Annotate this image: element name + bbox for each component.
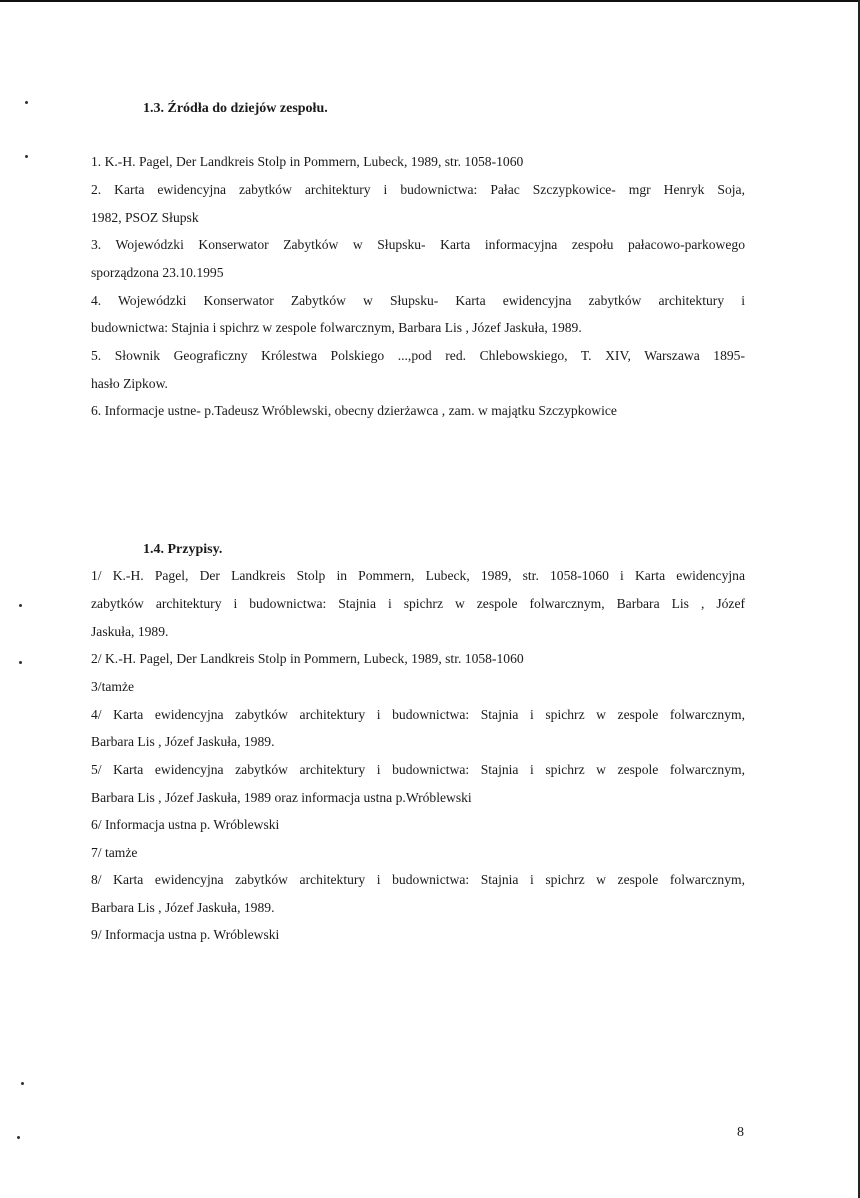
scan-speck [21, 1082, 24, 1085]
source-line: 2. Karta ewidencyjna zabytków architektury i budownictwa: Pałac Szczypkowice- mgr Henryk Soja, [91, 182, 745, 197]
scan-speck [19, 604, 22, 607]
source-line: 4. Wojewódzki Konserwator Zabytków w Słupsku- Karta ewidencyjna zabytków architektury i [91, 293, 745, 308]
source-line: 1. K.-H. Pagel, Der Landkreis Stolp in Pommern, Lubeck, 1989, str. 1058-1060 [91, 154, 524, 169]
source-line: 3. Wojewódzki Konserwator Zabytków w Słupsku- Karta informacyjna zespołu pałacowo-parkowego [91, 237, 745, 252]
footnote-line: 3/tamże [91, 679, 135, 694]
source-line: 5. Słownik Geograficzny Królestwa Polskiego ...,pod red. Chlebowskiego, T. XIV, Warszawa 1895- [91, 348, 745, 363]
footnote-line: zabytków architektury i budownictwa: Stajnia i spichrz w zespole folwarcznym, Barbara Lis , Józef [91, 596, 745, 611]
source-line: budownictwa: Stajnia i spichrz w zespole folwarcznym, Barbara Lis , Józef Jaskuła, 1989. [91, 320, 582, 335]
section-heading-footnotes: 1.4. Przypisy. [143, 542, 223, 557]
footnote-line: 2/ K.-H. Pagel, Der Landkreis Stolp in Pommern, Lubeck, 1989, str. 1058-1060 [91, 651, 524, 666]
source-line: 6. Informacje ustne- p.Tadeusz Wróblewski, obecny dzierżawca , zam. w majątku Szczypkowice [91, 403, 617, 418]
footnote-line: 8/ Karta ewidencyjna zabytków architektury i budownictwa: Stajnia i spichrz w zespole folwarcznym, [91, 872, 745, 887]
footnote-line: Barbara Lis , Józef Jaskuła, 1989. [91, 900, 275, 915]
footnote-line: 4/ Karta ewidencyjna zabytków architektury i budownictwa: Stajnia i spichrz w zespole folwarcznym, [91, 707, 745, 722]
source-line: sporządzona 23.10.1995 [91, 265, 224, 280]
footnote-line: 9/ Informacja ustna p. Wróblewski [91, 927, 280, 942]
section-heading-sources: 1.3. Źródła do dziejów zespołu. [143, 101, 328, 116]
page-number: 8 [737, 1125, 744, 1140]
footnote-line: Barbara Lis , Józef Jaskuła, 1989 oraz informacja ustna p.Wróblewski [91, 790, 472, 805]
source-line: hasło Zipkow. [91, 376, 168, 391]
source-line: 1982, PSOZ Słupsk [91, 210, 199, 225]
scan-speck [25, 101, 28, 104]
scan-top-border [0, 0, 860, 2]
footnote-line: 1/ K.-H. Pagel, Der Landkreis Stolp in Pommern, Lubeck, 1989, str. 1058-1060 i Karta ewidencyjna [91, 568, 745, 583]
footnote-line: Jaskuła, 1989. [91, 624, 169, 639]
scan-speck [25, 155, 28, 158]
footnote-line: 5/ Karta ewidencyjna zabytków architektury i budownictwa: Stajnia i spichrz w zespole folwarcznym, [91, 762, 745, 777]
scan-speck [19, 661, 22, 664]
scan-speck [17, 1136, 20, 1139]
footnote-line: 7/ tamże [91, 845, 138, 860]
footnote-line: Barbara Lis , Józef Jaskuła, 1989. [91, 734, 275, 749]
footnote-line: 6/ Informacja ustna p. Wróblewski [91, 817, 280, 832]
